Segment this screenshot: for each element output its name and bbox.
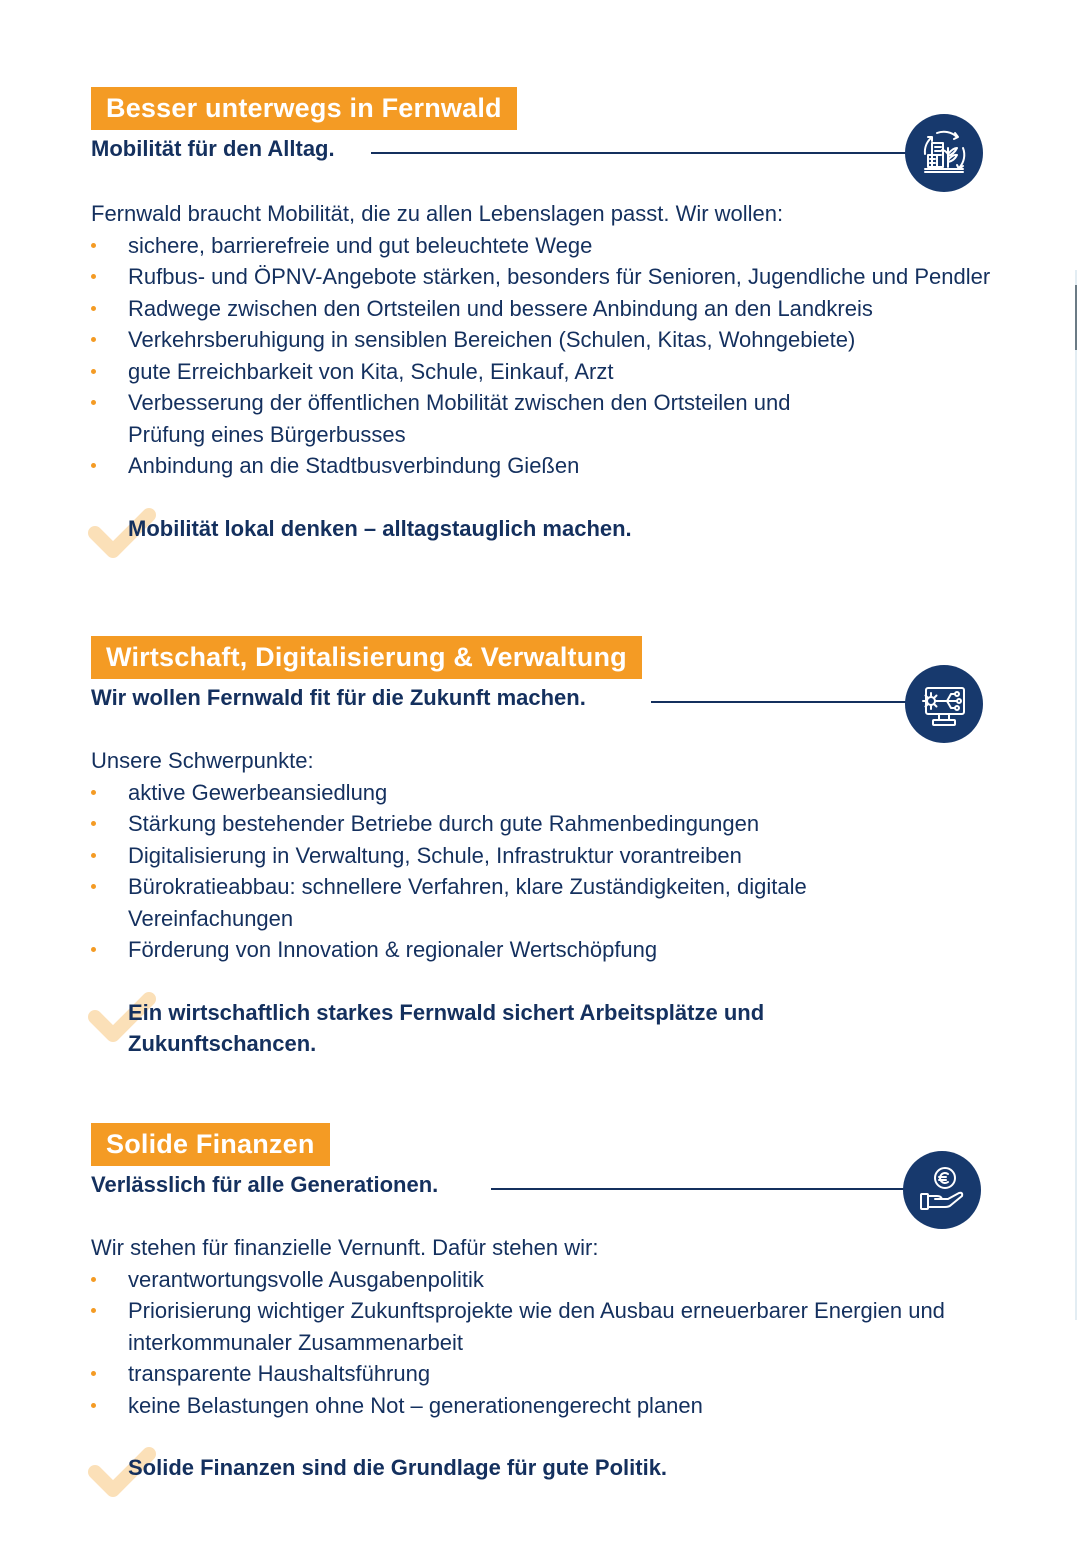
monitor-gear-network-icon (905, 665, 983, 743)
hand-euro-coin-icon (903, 1151, 981, 1229)
list-item (91, 261, 991, 293)
bullet-icon (91, 947, 96, 952)
bullet-list (91, 230, 991, 482)
list-item (91, 840, 991, 872)
list-item-text: transparente Haushaltsführung (128, 1361, 431, 1386)
subtitle-row (91, 132, 991, 168)
list-item (91, 230, 991, 262)
page-edge-line (1075, 270, 1077, 1320)
conclusion-text: Solide Finanzen sind die Grundlage für gute Politik. (128, 1455, 668, 1480)
section-conclusion (91, 997, 848, 1060)
list-item (91, 1264, 991, 1296)
list-item-text: aktive Gewerbeansiedlung (128, 779, 388, 805)
list-item-text: Verkehrsberuhigung in sensiblen Bereichen (Schulen, Kitas, Wohngebiete) (128, 327, 856, 352)
list-item (91, 450, 991, 482)
section-finances (91, 1123, 991, 1484)
list-item-text: Anbindung an die Stadtbusverbindung Gießen (128, 453, 580, 478)
list-item (91, 808, 991, 840)
divider-line (491, 1188, 911, 1190)
section-title: Solide Finanzen (91, 1123, 330, 1166)
subtitle-row (91, 1168, 991, 1204)
list-item-text: Digitalisierung in Verwaltung, Schule, Infrastruktur vorantreiben (128, 842, 742, 868)
list-item-text: keine Belastungen ohne Not – generationengerecht planen (128, 1392, 703, 1418)
bullet-icon (91, 853, 96, 858)
divider-line (371, 152, 911, 154)
subtitle-row (91, 681, 991, 717)
divider-line (651, 701, 911, 703)
bullet-icon (91, 243, 96, 248)
list-item-text: Priorisierung wichtiger Zukunftsprojekte wie den Ausbau erneuerbarer Energien und interkommunaler Zusammenarbeit (128, 1298, 945, 1355)
section-title: Wirtschaft, Digitalisierung & Verwaltung (91, 636, 642, 679)
bullet-icon (91, 274, 96, 279)
section-mobility (91, 87, 991, 544)
list-item-text: gute Erreichbarkeit von Kita, Schule, Einkauf, Arzt (128, 358, 614, 384)
bullet-list (91, 777, 991, 966)
section-title: Besser unterwegs in Fernwald (91, 87, 517, 130)
bullet-icon (91, 400, 96, 405)
section-intro: Wir stehen für finanzielle Vernunft. Dafür stehen wir: (91, 1235, 599, 1260)
section-conclusion (91, 1452, 991, 1484)
list-item-text: Bürokratieabbau: schnellere Verfahren, klare Zuständigkeiten, digitale Vereinfachungen (128, 874, 807, 931)
bullet-icon (91, 1403, 96, 1408)
list-item (91, 387, 828, 450)
section-conclusion (91, 513, 991, 545)
list-item-text: Verbesserung der öffentlichen Mobilität zwischen den Ortsteilen und Prüfung eines Bürgerbusses (128, 390, 791, 447)
list-item (91, 777, 991, 809)
section-subtitle: Verlässlich für alle Generationen. (91, 1172, 456, 1198)
bullet-icon (91, 463, 96, 468)
conclusion-text: Mobilität lokal denken – alltagstauglich machen. (128, 515, 632, 541)
list-item (91, 1358, 991, 1390)
list-item (91, 934, 991, 966)
list-item (91, 324, 991, 356)
bullet-icon (91, 1371, 96, 1376)
list-item (91, 1390, 991, 1422)
list-item-text: Radwege zwischen den Ortsteilen und bessere Anbindung an den Landkreis (128, 295, 873, 321)
bullet-icon (91, 790, 96, 795)
conclusion-text: Ein wirtschaftlich starkes Fernwald sichert Arbeitsplätze und Zukunftschancen. (128, 999, 765, 1056)
list-item-text: Rufbus- und ÖPNV-Angebote stärken, besonders für Senioren, Jugendliche und Pendler (128, 264, 991, 289)
list-item (91, 871, 828, 934)
page-edge-marker (1075, 285, 1077, 350)
city-sustainability-cycle-icon (905, 114, 983, 192)
bullet-icon (91, 1277, 96, 1282)
list-item-text: verantwortungsvolle Ausgabenpolitik (128, 1266, 484, 1292)
bullet-list (91, 1264, 991, 1422)
list-item (91, 356, 991, 388)
bullet-icon (91, 306, 96, 311)
list-item (91, 293, 991, 325)
bullet-icon (91, 337, 96, 342)
bullet-icon (91, 821, 96, 826)
list-item (91, 1295, 991, 1358)
section-intro: Fernwald braucht Mobilität, die zu allen Lebenslagen passt. Wir wollen: (91, 201, 784, 226)
section-intro: Unsere Schwerpunkte: (91, 748, 314, 773)
bullet-icon (91, 884, 96, 889)
bullet-icon (91, 369, 96, 374)
bullet-icon (91, 1308, 96, 1313)
section-economy (91, 636, 991, 1060)
list-item-text: Stärkung bestehender Betriebe durch gute Rahmenbedingungen (128, 811, 760, 836)
section-subtitle: Wir wollen Fernwald fit für die Zukunft machen. (91, 685, 604, 711)
list-item-text: sichere, barrierefreie und gut beleuchtete Wege (128, 232, 593, 258)
list-item-text: Förderung von Innovation & regionaler Wertschöpfung (128, 937, 658, 962)
section-subtitle: Mobilität für den Alltag. (91, 136, 353, 162)
